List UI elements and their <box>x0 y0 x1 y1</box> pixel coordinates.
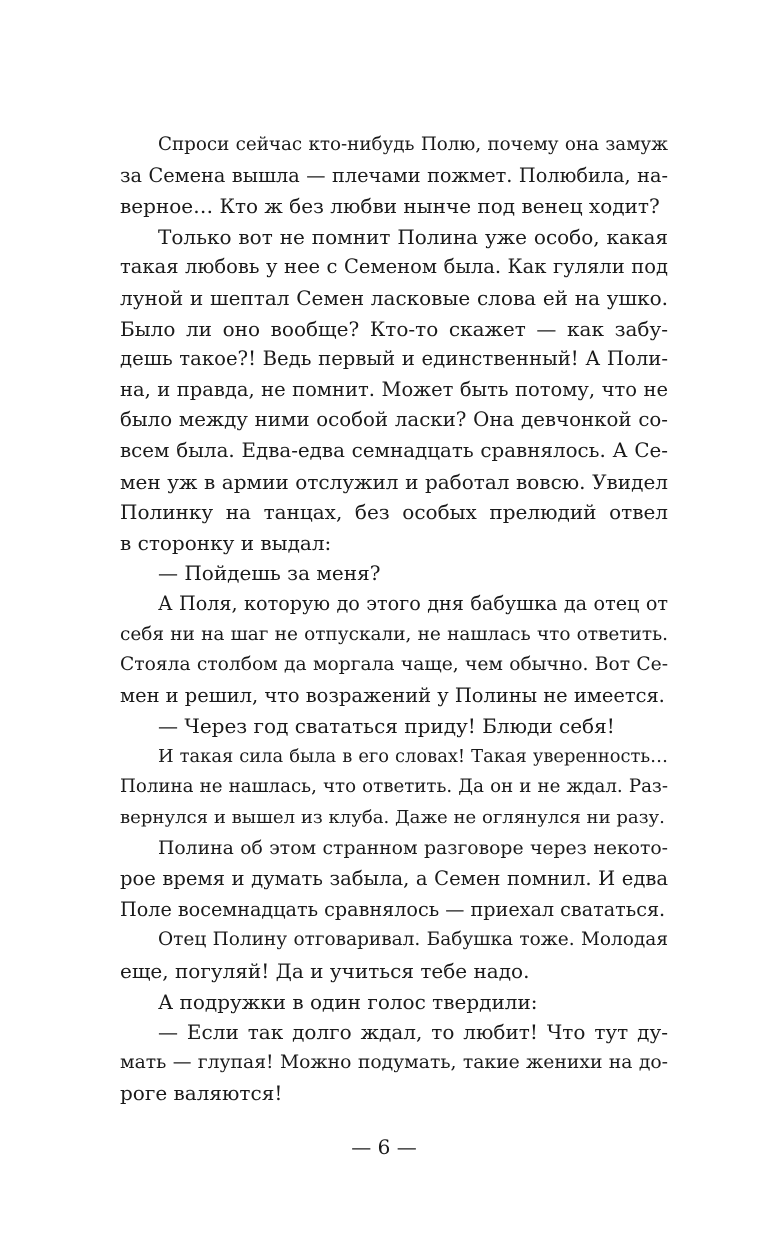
paragraph-line: мать — глупая! Можно подумать, такие женихи на до- <box>120 1051 668 1073</box>
paragraph-line: роге валяются! <box>120 1081 283 1106</box>
paragraph-line: рое время и думать забыла, а Семен помнил. И едва <box>120 867 668 891</box>
page-number: — 6 — <box>351 1135 417 1159</box>
paragraph-first-line: И такая сила была в его словах! Такая уверенность… <box>158 745 668 767</box>
paragraph-first-line: А подружки в один голос твердили: <box>158 989 538 1014</box>
paragraph-first-line: Только вот не помнит Полина уже особо, какая <box>158 224 668 249</box>
paragraph-line: в сторонку и выдал: <box>120 530 332 555</box>
paragraph-line: за Семена вышла — плечами пожмет. Полюбила, на- <box>120 163 668 187</box>
paragraph-first-line: — Если так долго ждал, то любит! Что тут ду- <box>158 1020 668 1045</box>
paragraph-line: всем была. Едва-едва семнадцать сравнялось. А Се- <box>120 438 668 462</box>
body-text <box>120 130 668 1109</box>
paragraph-first-line: А Поля, которую до этого дня бабушка да отец от <box>158 591 668 615</box>
paragraph-line: Стояла столбом да моргала чаще, чем обычно. Вот Се- <box>120 654 668 676</box>
paragraph-line: луной и шептал Семен ласковые слова ей на ушко. <box>120 285 668 310</box>
paragraph-line: дешь такое?! Ведь первый и единственный! А Поли- <box>120 347 668 371</box>
paragraph-line: на, и правда, не помнит. Может быть потому, что не <box>120 377 668 401</box>
paragraph-first-line: — Пойдешь за меня? <box>158 561 381 586</box>
paragraph-line: такая любовь у нее с Семеном была. Как гуляли под <box>120 255 668 279</box>
paragraph-first-line: Спроси сейчас кто-нибудь Полю, почему она замуж <box>158 134 668 155</box>
paragraph-line: было между ними особой ласки? Она девчонкой со- <box>120 408 668 432</box>
paragraph-line: вернулся и вышел из клуба. Даже не оглянулся ни разу. <box>120 807 665 829</box>
paragraph-line: еще, погуляй! Да и учиться тебе надо. <box>120 959 530 984</box>
paragraph-first-line: Отец Полину отговаривал. Бабушка тоже. Молодая <box>158 929 668 951</box>
paragraph-line: Поле восемнадцать сравнялось — приехал свататься. <box>120 897 666 921</box>
paragraph-line: Было ли оно вообще? Кто-то скажет — как забу- <box>120 316 668 341</box>
paragraph-line: мен и решил, что возражений у Полины не имеется. <box>120 683 665 707</box>
paragraph-line: Полина не нашлась, что ответить. Да он и не ждал. Раз- <box>120 776 668 798</box>
paragraph-line: Полинку на танцах, без особых прелюдий отвел <box>120 500 668 525</box>
paragraph-first-line: Полина об этом странном разговоре через некото- <box>158 837 668 859</box>
paragraph-line: себя ни на шаг не отпускали, не нашлась что ответить. <box>120 623 668 645</box>
paragraph-line: мен уж в армии отслужил и работал вовсю. Увидел <box>120 469 668 494</box>
paragraph-first-line: — Через год свататься приду! Блюди себя! <box>158 714 615 739</box>
paragraph-line: верное… Кто ж без любви нынче под венец ходит? <box>120 194 660 219</box>
